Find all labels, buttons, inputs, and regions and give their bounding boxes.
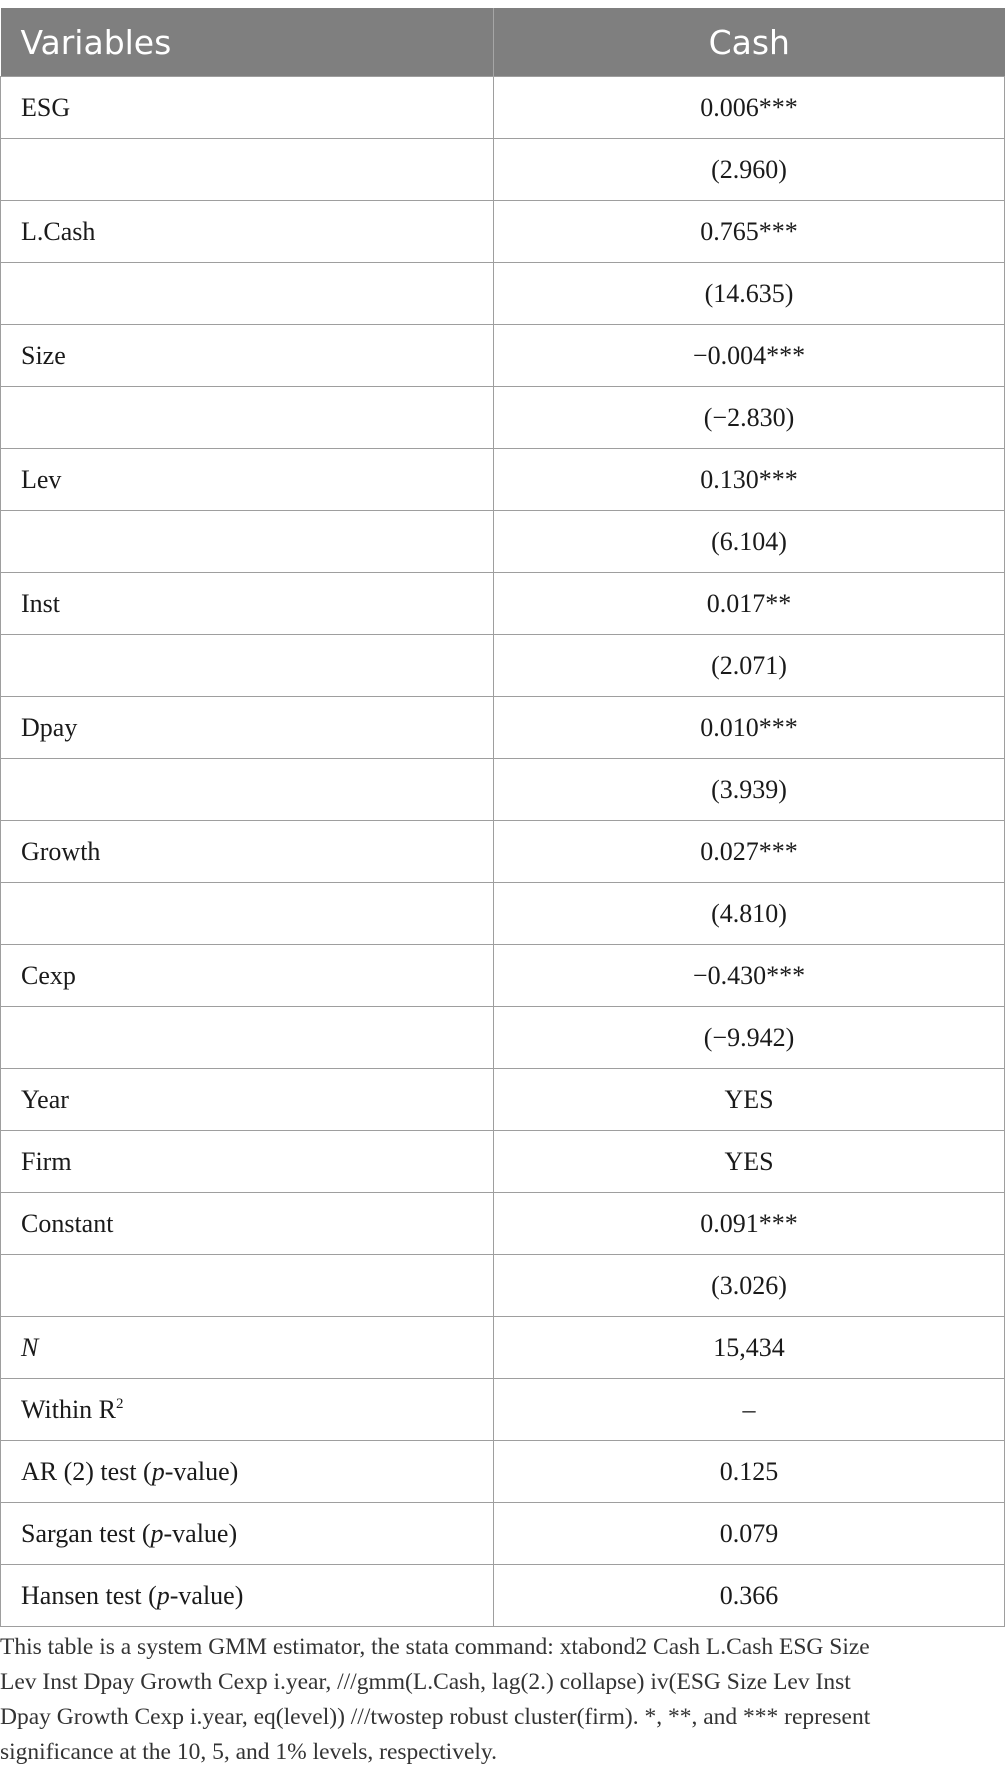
table-row [1,325,1005,387]
row-value-cell: 0.765*** [494,201,1005,263]
table-row [1,387,1005,449]
table-row [1,511,1005,573]
row-value-cell: −0.004*** [494,325,1005,387]
footnote-line: This table is a system GMM estimator, the stata command: xtabond2 Cash L.Cash ESG Size [0,1634,870,1660]
stat-label-ar2: AR (2) test (p-value) [1,1441,494,1503]
row-value-cell: 0.017** [494,573,1005,635]
row-variable-cell [1,387,494,449]
table-footnote [0,1630,1000,1770]
table-row [1,1441,1005,1503]
row-variable-cell: Size [1,325,494,387]
header-cash: Cash [494,8,1005,77]
row-value-cell: 0.130*** [494,449,1005,511]
row-value-cell: (3.939) [494,759,1005,821]
row-value-cell: (−9.942) [494,1007,1005,1069]
row-variable-cell: L.Cash [1,201,494,263]
table-body [1,77,1005,1317]
table-row [1,821,1005,883]
row-value-cell: YES [494,1131,1005,1193]
row-value-cell: (3.026) [494,1255,1005,1317]
row-variable-cell [1,1007,494,1069]
table-row [1,1007,1005,1069]
row-variable-cell: Constant [1,1193,494,1255]
table-row [1,77,1005,139]
gmm-results-table [0,8,1005,1627]
stat-value-ar2: 0.125 [494,1441,1005,1503]
table-row [1,201,1005,263]
table-row [1,1379,1005,1441]
row-variable-cell: Growth [1,821,494,883]
row-variable-cell: Year [1,1069,494,1131]
footnote-line: Dpay Growth Cexp i.year, eq(level)) ///twostep robust cluster(firm). *, **, and *** represent [0,1704,871,1730]
table-row [1,1255,1005,1317]
table-row [1,945,1005,1007]
table-row [1,1565,1005,1627]
table-row [1,1193,1005,1255]
table-row [1,635,1005,697]
table-row [1,573,1005,635]
table-row [1,1503,1005,1565]
row-value-cell: (4.810) [494,883,1005,945]
table-row [1,263,1005,325]
table-row [1,697,1005,759]
row-value-cell: −0.430*** [494,945,1005,1007]
row-value-cell: (14.635) [494,263,1005,325]
table-row [1,449,1005,511]
table-row [1,139,1005,201]
table-row [1,759,1005,821]
table-row [1,1069,1005,1131]
row-variable-cell [1,263,494,325]
row-variable-cell: Inst [1,573,494,635]
table-row [1,883,1005,945]
stat-label-sargan: Sargan test (p-value) [1,1503,494,1565]
header-row [1,8,1005,77]
stat-value-sargan: 0.079 [494,1503,1005,1565]
stat-label-hansen: Hansen test (p-value) [1,1565,494,1627]
results-table-container [0,8,1004,1627]
row-value-cell: 0.027*** [494,821,1005,883]
header-variables: Variables [1,8,494,77]
footnote-line: Lev Inst Dpay Growth Cexp i.year, ///gmm(L.Cash, lag(2.) collapse) iv(ESG Size Lev Inst [0,1669,851,1695]
row-variable-cell [1,759,494,821]
row-variable-cell: Cexp [1,945,494,1007]
row-value-cell: 0.010*** [494,697,1005,759]
row-value-cell: (−2.830) [494,387,1005,449]
stat-value-hansen: 0.366 [494,1565,1005,1627]
row-variable-cell [1,883,494,945]
row-value-cell: (2.071) [494,635,1005,697]
stat-label-within-r2: Within $R^2$ [1,1379,494,1441]
row-variable-cell: Lev [1,449,494,511]
row-variable-cell [1,1255,494,1317]
row-variable-cell [1,635,494,697]
row-variable-cell: ESG [1,77,494,139]
stat-value-n: 15,434 [494,1317,1005,1379]
row-value-cell: 0.006*** [494,77,1005,139]
stat-value-within-r2: – [494,1379,1005,1441]
row-value-cell: (2.960) [494,139,1005,201]
table-row [1,1131,1005,1193]
table-row [1,1317,1005,1379]
row-variable-cell: Dpay [1,697,494,759]
row-value-cell: YES [494,1069,1005,1131]
stat-label-n: N [1,1317,494,1379]
footnote-line: significance at the 10, 5, and 1% levels, respectively. [0,1739,498,1765]
row-variable-cell: Firm [1,1131,494,1193]
row-value-cell: 0.091*** [494,1193,1005,1255]
row-variable-cell [1,511,494,573]
row-value-cell: (6.104) [494,511,1005,573]
stats-body [1,1317,1005,1627]
row-variable-cell [1,139,494,201]
